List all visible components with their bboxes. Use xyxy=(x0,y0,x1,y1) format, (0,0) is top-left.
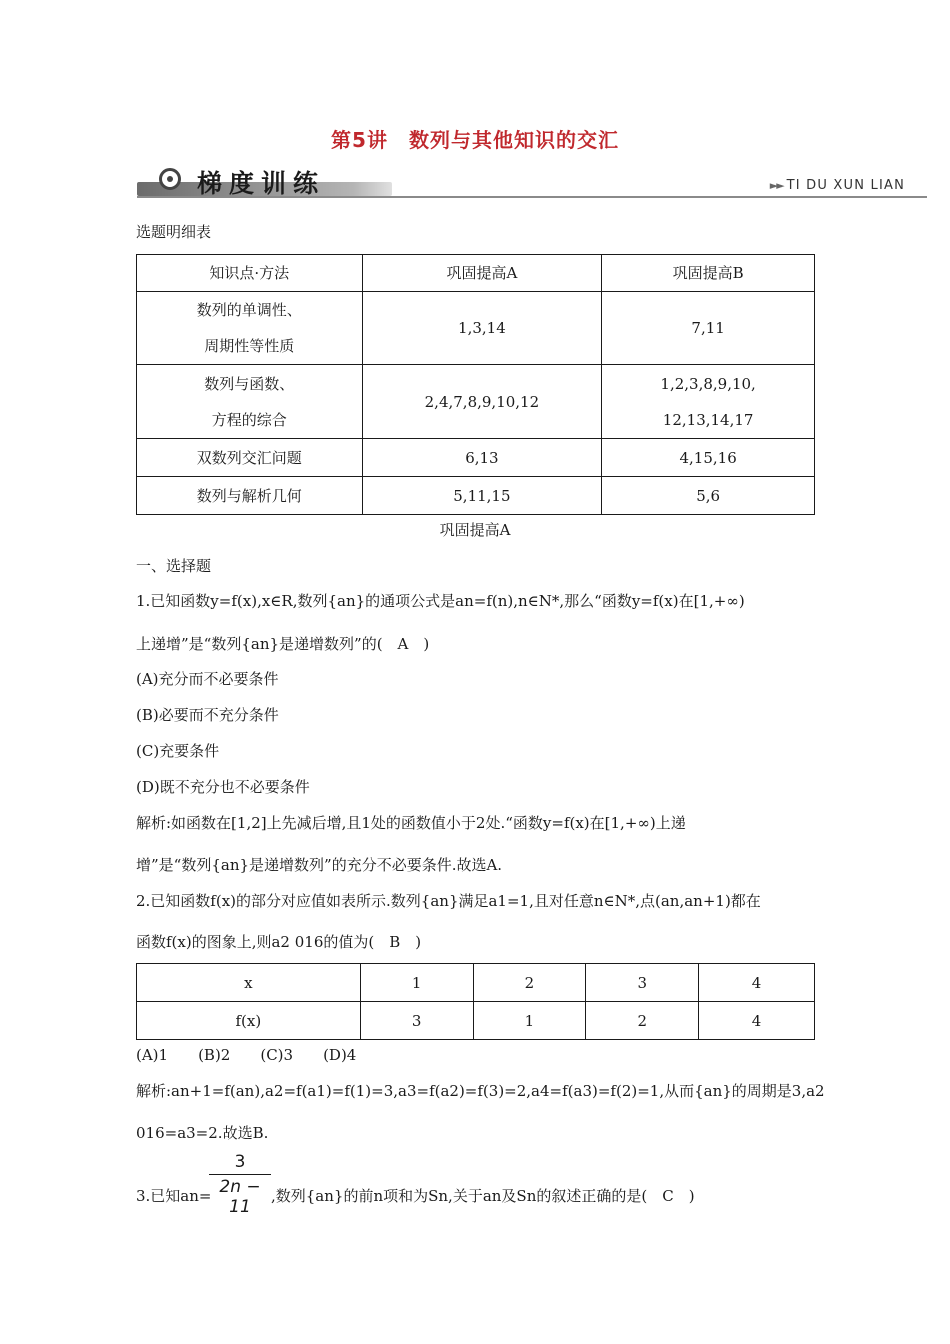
q1-explanation-line2: 增”是“数列{an}是递增数列”的充分不必要条件.故选A. xyxy=(136,856,503,874)
part-heading: 一、选择题 xyxy=(136,557,212,575)
table-cell: 4 xyxy=(699,964,815,1002)
header-cell: 巩固提高B xyxy=(602,255,815,292)
table-cell: 4,15,16 xyxy=(602,439,815,477)
value-table xyxy=(136,963,815,1040)
q1-option-b: (B)必要而不充分条件 xyxy=(136,706,279,724)
table-cell: 2 xyxy=(586,1002,699,1040)
table-cell: x xyxy=(137,964,361,1002)
table-row xyxy=(137,292,815,365)
table-row xyxy=(137,365,815,439)
q1-explanation-line1: 解析:如函数在[1,2]上先减后增,且1处的函数值小于2处.“函数y=f(x)在[1,+∞)上递 xyxy=(136,814,686,832)
fraction-denominator: 2n − 11 xyxy=(219,1177,261,1217)
table-cell: 数列与函数、 方程的综合 xyxy=(137,365,363,439)
header-cell: 知识点·方法 xyxy=(137,255,363,292)
q2-explanation-line1: 解析:an+1=f(an),a2=f(a1)=f(1)=3,a3=f(a2)=f(3)=2,a4=f(a3)=f(2)=1,从而{an}的周期是3,a2 xyxy=(136,1082,825,1100)
q1-stem-line1: 1.已知函数y=f(x),x∈R,数列{an}的通项公式是an=f(n),n∈N*,那么“函数y=f(x)在[1,+∞) xyxy=(136,592,745,610)
table-cell: 数列与解析几何 xyxy=(137,477,363,515)
table-caption: 选题明细表 xyxy=(136,223,212,241)
q2-options: (A)1 (B)2 (C)3 (D)4 xyxy=(136,1046,357,1064)
q1-stem-line2: 上递增”是“数列{an}是递增数列”的( A ) xyxy=(136,635,430,653)
table-row xyxy=(137,477,815,515)
page-title: 第5讲 数列与其他知识的交汇 xyxy=(331,128,619,152)
table-cell: 3 xyxy=(586,964,699,1002)
table-header-row xyxy=(137,255,815,292)
table-cell: 1,3,14 xyxy=(362,292,602,365)
section-heading: 巩固提高A xyxy=(439,521,511,539)
table-cell: 3 xyxy=(360,1002,473,1040)
table-cell: 4 xyxy=(699,1002,815,1040)
fraction xyxy=(209,1152,271,1217)
table-cell: 1,2,3,8,9,10, 12,13,14,17 xyxy=(602,365,815,439)
table-row xyxy=(137,964,815,1002)
q2-stem-line1: 2.已知函数f(x)的部分对应值如表所示.数列{an}满足a1=1,且对任意n∈N*,点(an,an+1)都在 xyxy=(136,892,761,910)
table-cell: 5,6 xyxy=(602,477,815,515)
target-icon xyxy=(159,168,181,190)
table-cell: 数列的单调性、 周期性等性质 xyxy=(137,292,363,365)
table-cell: 6,13 xyxy=(362,439,602,477)
topic-table xyxy=(136,254,815,515)
table-cell: 双数列交汇问题 xyxy=(137,439,363,477)
table-row xyxy=(137,1002,815,1040)
q1-option-a: (A)充分而不必要条件 xyxy=(136,670,279,688)
table-cell: 1 xyxy=(360,964,473,1002)
table-cell: 2 xyxy=(473,964,586,1002)
banner-title: 梯度训练 xyxy=(197,169,326,198)
table-cell: 7,11 xyxy=(602,292,815,365)
q3-stem-prefix: 3.已知an= xyxy=(136,1187,212,1205)
banner-subtitle: ►► TI DU XUN LIAN xyxy=(769,178,905,193)
table-cell: f(x) xyxy=(137,1002,361,1040)
table-cell: 1 xyxy=(473,1002,586,1040)
q1-option-c: (C)充要条件 xyxy=(136,742,220,760)
header-cell: 巩固提高A xyxy=(362,255,602,292)
q2-stem-line2: 函数f(x)的图象上,则a2 016的值为( B ) xyxy=(136,933,422,951)
section-banner xyxy=(137,160,927,200)
table-row xyxy=(137,439,815,477)
table-cell: 2,4,7,8,9,10,12 xyxy=(362,365,602,439)
q2-explanation-line2: 016=a3=2.故选B. xyxy=(136,1124,269,1142)
double-arrow-icon: ►► xyxy=(769,179,783,192)
table-cell: 5,11,15 xyxy=(362,477,602,515)
q1-option-d: (D)既不充分也不必要条件 xyxy=(136,778,310,796)
q3-stem-suffix: ,数列{an}的前n项和为Sn,关于an及Sn的叙述正确的是( C ) xyxy=(271,1187,695,1205)
fraction-numerator: 3 xyxy=(209,1152,271,1175)
